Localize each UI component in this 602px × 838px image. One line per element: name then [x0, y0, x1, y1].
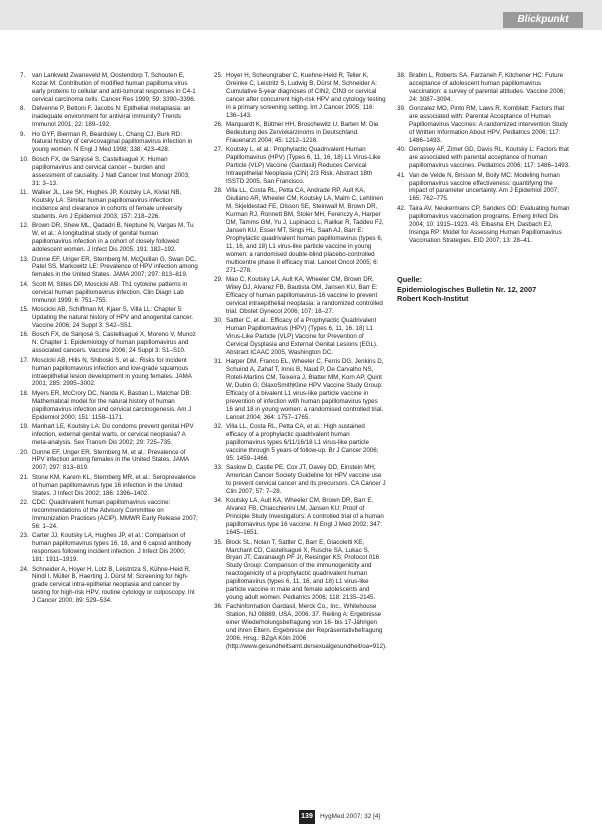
- reference-item: [20, 474, 198, 498]
- reference-item: [214, 423, 386, 463]
- reference-text: Myers ER, McCrory DC, Nanda K, Bastian L, Matchar DB: Mathematical model for the natural history of human papillomavirus infection and cervical carcinogenesis. Am J Epidemiol 2000; 151: 1158–1171.: [32, 389, 192, 421]
- reference-item: [214, 497, 386, 537]
- page-footer: [0, 806, 602, 826]
- reference-number: 11.: [20, 189, 29, 197]
- reference-number: 18.: [20, 389, 29, 397]
- reference-number: 36.: [214, 603, 223, 611]
- reference-number: 14.: [20, 280, 29, 288]
- reference-text: Bosch FX, de Sanjosé S, Castellsagué X, Moreno V, Munoz N: Chapter 1: Epidemiology of human papillomavirus and associated cancers. Vaccine 2006; 24 Suppl 3: S1–S10.: [32, 331, 196, 355]
- reference-item: [20, 156, 198, 188]
- reference-number: 13.: [20, 255, 29, 263]
- reference-text: Koutsky LA, Ault KA, Wheeler CM, Brown DR, Barr E, Alvarez FB, Chiacchierini LM, Jansen KU; Proof of Principle Study Investigators: A controlled trial of a human papillomavirus type 16 vaccine. N Engl J Med 2002; 347: 1645–1651.: [226, 497, 384, 537]
- reference-item: [214, 72, 386, 119]
- source-author: Robert Koch-Institut: [397, 294, 469, 303]
- reference-number: 28.: [214, 187, 223, 195]
- reference-text: Gonzalez MO, Pinto RM, Laws R, Kornblatt: Factors that are associated with: Parental Acceptance of Human Papillomavirus Vaccines: A randomized intervention Study of Written Information About HPV. Pediatrics 2006; 117: 1486–1493.: [409, 105, 568, 144]
- reference-text: Van de Velde N, Brisson M, Boily MC: Modeling human papillomavirus vaccine effectiveness: quantifying the impact of parameter uncertainty. Am J Epidemiol 2007; 165: 762–775.: [409, 171, 560, 203]
- reference-item: [397, 72, 572, 104]
- reference-column-1: [20, 72, 198, 607]
- reference-text: Dunne EF, Unger ER, Sternberg M, McQuillan G, Swan DC, Patel SS, Markowitz LE: Prevalence of HPV infection among females in the United States. JAMA 2007; 297: 813–819.: [32, 255, 198, 279]
- reference-item: [20, 131, 198, 155]
- reference-text: Stone KM, Karem KL, Sternberg MR, et al.: Seroprevalence of human papillomavirus type 16 infection in the United States. J Infect Dis 2002; 186: 1396–1402.: [32, 473, 196, 497]
- reference-item: [397, 172, 572, 204]
- reference-text: Sattler C, et al.: Efficacy of a Prophylactic Quadrivalent Human Papillomavirus (HPV) (Types 6, 11, 16, 18) L1 Virus-Like Particle (VLP) Vaccine for Prevention of Cervical Dysplasia and External Genital Lesions (EGL). Abstract ICAAC 2005, Washington DC.: [226, 317, 378, 356]
- reference-text: Harper DM, Franco EL, Wheeler C, Ferris DG, Jenkins D, Schuind A, Zahaf T, Innis B, Naud P, De Carvalho NS, Roteli-Martins CM, Teixeira J, Blatter MM, Korn AP, Quint W, Dubin G; GlaxoSmithKline HPV Vaccine Study Group: Efficacy of a bivalent L1 virus-like particle vaccine in prevention of infection with human papillomavirus types 16 and 18 in young women: a randomised controlled trial. Lancet 2004; 364: 1757–1765.: [226, 358, 384, 421]
- reference-text: Schneider A, Hoyer H, Lotz B, Leistritza S, Kühne-Heid R, Nindl I, Müller B, Haerting J, Dürst M: Screening for high-grade cervical intra-epithelial neoplasia and cancer by testing for high-risk HPV, routine cytology or colposcopy. Int J Cancer 2000; 89: 529–534.: [32, 565, 195, 605]
- reference-text: Dempsey AF, Zimet GD, Davis RL, Koutsky L: Factors that are associated with parental acceptance of human papillomavirus vaccines. Pediatrics 2006; 117: 1486–1493.: [409, 146, 570, 170]
- reference-item: [20, 566, 198, 606]
- reference-number: 12.: [20, 222, 29, 230]
- reference-text: Marquardt K, Büttner HH, Broschewitz U, Barten M: Die Bedeutung des Zervixkarzinoms in Deutschland. Frauenarzt 2004; 45: 1212–1216.: [226, 121, 379, 144]
- reference-number: 24.: [20, 565, 29, 573]
- reference-number: 21.: [20, 473, 29, 481]
- section-tab: Blickpunkt: [503, 12, 583, 28]
- reference-text: Hoyer H, Scheungraber C, Kuehne-Heid R, Teller K, Greinke C, Leistritz S, Ludwig B, Dürst M, Schneider A: Cumulative 5-year diagnoses of CIN2, CIN3 or cervical cancer after concurrent high-risk HPV and cytology testing in a primary screening setting. Int J Cancer 2005; 116: 136–143.: [226, 72, 386, 119]
- reference-item: [214, 187, 386, 274]
- reference-number: 42.: [397, 204, 406, 212]
- reference-number: 10.: [20, 155, 29, 163]
- reference-text: Carter JJ, Koutsky LA, Hughes JP, et al.: Comparison of human papillomavirus types 16, 18, and 6 capsid antibody responses following incident infection. J Infect Dis 2000; 181: 1911–1919.: [32, 532, 192, 564]
- source-block: [397, 275, 572, 304]
- reference-item: [214, 146, 386, 186]
- reference-text: Block SL, Nolan T, Sattler C, Barr E, Giacoletti KE, Marchant CD, Castellsagué X, Rusche SA, Lukac S, Bryan JT, Cavanaugh PF Jr, Reisinger KS; Protocol 016 Study Group: Comparison of the immunogenicity and reactogenicity of a prophylactic quadrivalent human papillomavirus (types 6, 11, 16, and 18) L1 virus-like particle vaccine in male and female adolescents and young adult women. Pediatrics 2006; 118: 2135–2145.: [226, 538, 380, 601]
- reference-text: Walker JL, Lee SK, Hughes JP, Koutsky LA, Kiviat NB, Koutsky LA: Similar human papillomavirus infection incidence and clearance in cohorts of female university students. Am J Epidemiol 2003; 157: 218–226.: [32, 189, 183, 220]
- reference-item: [397, 205, 572, 245]
- reference-number: 7.: [20, 72, 26, 79]
- reference-text: Ho GYF, Bierman R, Beardsley L, Chang CJ, Burk RD: Natural history of cervicovaginal papillomavirus infection in young women. N Engl J Med 1998; 338: 423–428.: [32, 130, 193, 154]
- reference-number: 31.: [214, 358, 223, 366]
- reference-text: Dunne EF, Unger ER, Sternberg M, et al.: Prevalence of HPV infection among females in the United States. JAMA 2007; 297: 813–819.: [32, 448, 189, 472]
- reference-number: 22.: [20, 499, 29, 507]
- reference-column-3: [397, 72, 572, 246]
- reference-text: Moscicki AB, Hills N, Shiboski S, et al.: Risks for incident human papillomavirus infection and low-grade squamous intraepithelial lesion development in young females. JAMA 2001; 285: 2995–3002.: [32, 356, 192, 388]
- reference-item: [20, 532, 198, 564]
- reference-text: Villa LL, Costa RL, Petta CA, Andrade RP, Ault KA, Giuliano AR, Wheeler CM, Koutsky LA, Malm C, Lehtinen M, Skjeldestad FE, Olsson SE, Steinwall M, Brown DR, Kurman RJ, Ronnett BM, Stoler MH, Ferenczy A, Harper DM, Tamms GM, Yu J, Lupinacci L, Railkar R, Taddeo FJ, Jansen KU, Esser MT, Sings HL, Saah AJ, Barr E: Prophylactic quadrivalent human papillomavirus (types 6, 11, 16, and 18) L1 virus-like particle vaccine in young women: a randomised double-blind placebo-controlled multicentre phase II efficacy trial. Lancet Oncol 2005; 6: 271–278.: [226, 187, 384, 274]
- reference-item: [20, 281, 198, 305]
- reference-text: van Lankveld Zwaneveld M, Oostendorp T, Schouten E, Kozar M: Contribution of modified human papilloma virus early proteins to cellular and anti-tumoral responses in C4-1 cervical carcinoma cells. Cancer Res 1999; 59: 3390–3396.: [32, 72, 196, 103]
- reference-column-2: [214, 72, 386, 652]
- reference-number: 23.: [20, 532, 29, 540]
- reference-number: 41.: [397, 171, 406, 179]
- reference-item: [214, 464, 386, 496]
- reference-number: 19.: [20, 423, 29, 431]
- source-title: Epidemiologisches Bulletin Nr. 12, 2007: [397, 284, 537, 294]
- reference-text: Scott M, Stites DP, Moscicki AB: Th1 cytokine patterns in cervical human papillomavirus infection. Clin Diagn Lab Immunol 1999; 6: 751–755.: [32, 280, 188, 304]
- page-number: 139: [299, 810, 315, 824]
- source-label: Quelle:: [397, 275, 423, 284]
- reference-text: Villa LL, Costa RL, Petta CA, et al.: High sustained efficacy of a prophylactic quadrivalent human papillomavirus types 6/11/16/18 L1 virus-like particle vaccine through 5 years of follow-up. Br J Cancer 2006; 95: 1459–1466.: [226, 423, 379, 462]
- journal-citation: HygMed 2007; 32 [4]: [320, 813, 381, 820]
- reference-item: [20, 423, 198, 447]
- reference-item: [20, 331, 198, 355]
- reference-number: 32.: [214, 423, 223, 431]
- reference-number: 9.: [20, 130, 26, 138]
- reference-number: 17.: [20, 356, 29, 364]
- reference-item: [20, 449, 198, 473]
- reference-text: Fachinformation Gardasil, Merck Co., Inc., Whitehouse Station, NJ 08889, USA, 2006. 37. Reiling A: Ergebnisse einer Wiederholungsbefragung von 16- bis 17-Jährigen und ihren Eltern. Ergebnisse der Repräsentativbefragung 2006. Hrsg.: BZgA Köln 2006 (http://www.gesundheitsamt.de/sexualgesundheit/oa=912).: [226, 603, 387, 650]
- reference-number: 30.: [214, 317, 223, 325]
- reference-number: 34.: [214, 497, 223, 505]
- reference-number: 35.: [214, 538, 223, 546]
- reference-item: [20, 222, 198, 254]
- reference-text: CDC: Quadrivalent human papillomavirus vaccine: recommendations of the Advisory Committee on Immunization Practices (ACIP). MMWR Early Release 2007; 56: 1–24.: [32, 499, 198, 530]
- reference-item: [214, 276, 386, 316]
- reference-number: 26.: [214, 121, 223, 129]
- reference-number: 16.: [20, 331, 29, 339]
- reference-text: Brown DR, Shew ML, Qadadri B, Neptune N, Vargas M, Tu W, et al.: A longitudinal study of genital human papillomavirus infection in a cohort of closely followed adolescent women. J Infect Dis 2005; 191: 182–192.: [32, 222, 194, 253]
- reference-item: [20, 390, 198, 422]
- reference-text: Saslow D, Castle PE, Cox JT, Davey DD, Einstein MH; American Cancer Society Guideline for HPV vaccine use to prevent cervical cancer and its precursors. CA Cancer J Clin 2007; 57: 7–28.: [226, 464, 386, 495]
- reference-number: 8.: [20, 105, 26, 113]
- reference-item: [214, 358, 386, 421]
- reference-number: 40.: [397, 146, 406, 154]
- reference-item: [214, 121, 386, 145]
- reference-item: [20, 306, 198, 330]
- reference-number: 38.: [397, 72, 406, 79]
- reference-item: [20, 72, 198, 104]
- reference-text: Mao C, Koutsky LA, Ault KA, Wheeler CM, Brown DR, Wiley DJ, Alvarez FB, Bautista OM, Jansen KU, Barr E: Efficacy of human papillomavirus-16 vaccine to prevent cervical intraepithelial neoplasia: a randomized controlled trial. Obstet Gynecol 2006; 107: 18–27.: [226, 276, 383, 315]
- reference-text: Bosch FX, de Sanjosé S, Castellsagué X: Human papillomavirus and cervical cancer – burden and assessment of causality. J Natl Cancer Inst Monogr 2003; 31: 3–13.: [32, 155, 190, 187]
- reference-item: [397, 105, 572, 145]
- reference-number: 25.: [214, 72, 223, 79]
- reference-item: [214, 317, 386, 357]
- reference-number: 33.: [214, 464, 223, 472]
- reference-item: [20, 499, 198, 531]
- reference-text: Manhart LE, Koutsky LA: Do condoms prevent genital HPV infection, external genital warts, or cervical neoplasia? A meta-analysis. Sex Transm Dis 2002; 29: 725–735.: [32, 423, 194, 446]
- reference-number: 29.: [214, 276, 223, 284]
- reference-text: Delvenne P, Bettoni F, Jacobs N: Epithelial metaplasia: an inadequate environment for antiviral immunity? Trends Immunol 2001; 22: 189–192.: [32, 105, 191, 129]
- reference-item: [20, 105, 198, 129]
- reference-text: Moscicki AB, Schiffman M, Kjaer S, Villa LL: Chapter 5: Updating the natural history of HPV and anogenital cancer. Vaccine 2006; 24 Suppl 3: S42–S51.: [32, 306, 193, 329]
- reference-number: 20.: [20, 448, 29, 456]
- reference-text: Taira AV, Neukermans CP, Sanders GD: Evaluating human papillomavirus vaccination programs. Emerg Infect Dis 2004; 10: 1915–1923. 43. Elbasha EH, Dasbach EJ, Insinga RP: Model for Assessing Human Papillomavirus Vaccination Strategies. EID 2007; 13: 28–41.: [409, 204, 570, 244]
- reference-number: 27.: [214, 146, 223, 154]
- reference-item: [397, 146, 572, 170]
- reference-item: [20, 357, 198, 389]
- reference-item: [20, 189, 198, 221]
- reference-item: [20, 256, 198, 280]
- reference-item: [214, 603, 386, 650]
- reference-number: 39.: [397, 105, 406, 113]
- reference-text: Koutsky L, et al.: Prophylactic Quadrivalent Human Papillomavirus (HPV) (Types 6, 11, 16, 18) L1 Virus-Like Particle (VLP) Vaccine (Gardasil) Reduces Cervical Intraepithelial Neoplasia (CIN) 2/3 Risk. Abstract 18th ISSTD 2005, San Francisco.: [226, 146, 381, 185]
- reference-text: Brabin L, Roberts SA, Farzaneh F, Kitchener HC: Future acceptance of adolescent human papillomavirus vaccination: a survey of parental attitudes. Vaccine 2006; 24: 3087–3094.: [409, 72, 566, 103]
- reference-item: [214, 539, 386, 602]
- reference-number: 15.: [20, 306, 29, 314]
